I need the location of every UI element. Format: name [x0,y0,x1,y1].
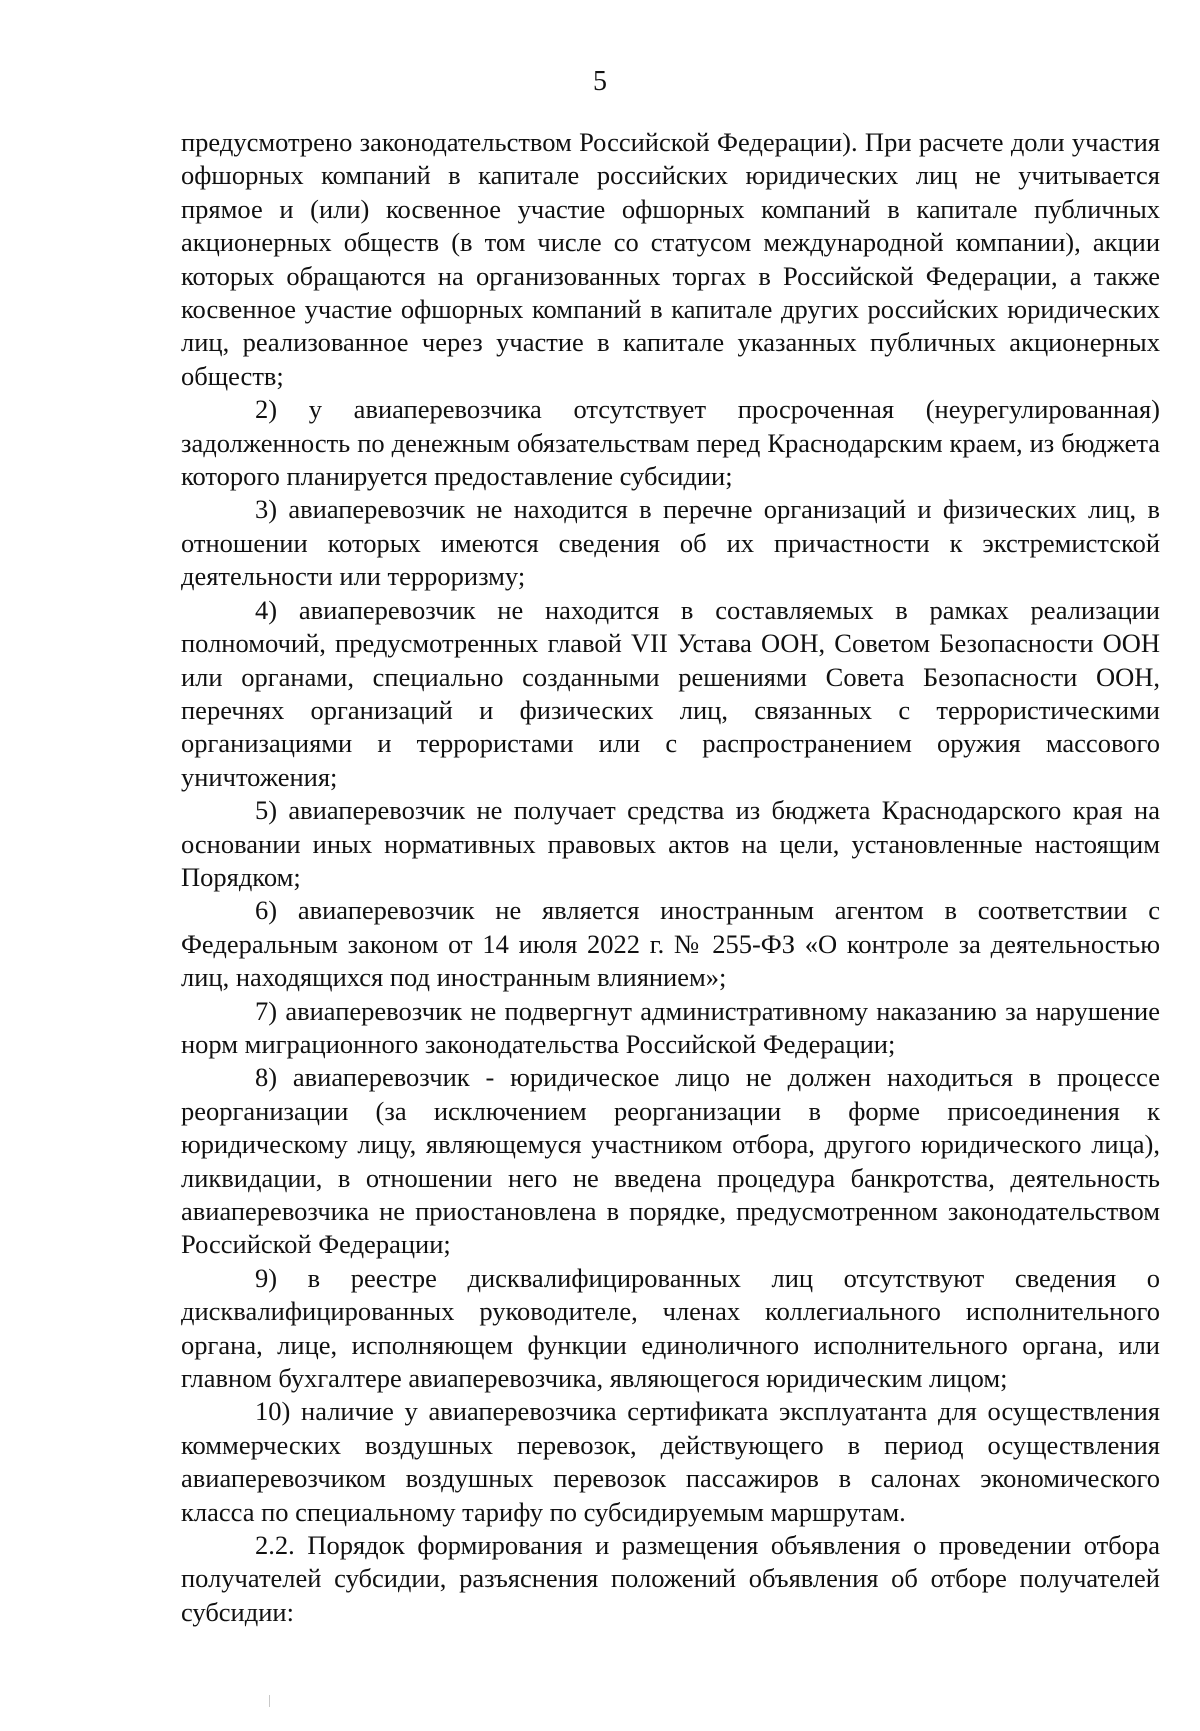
page-number: 5 [593,66,607,97]
paragraph-section-2-2: 2.2. Порядок формирования и размещения объявления о проведении отбора получателей субсидии, разъяснения положений объявления об отборе получателей субсидии: [181,1530,1160,1627]
paragraph-continuation: предусмотрено законодательством Российской Федерации). При расчете доли участия офшорных компаний в капитале российских юридических лиц не учитывается прямое и (или) косвенное участие офшорных компаний в капитале публичных акционерных обществ (в том числе со статусом международной компании), акции которых обращаются на организованных торгах в Российской Федерации, а также косвенное участие офшорных компаний в капитале других российских юридических лиц, реализованное через участие в капитале указанных публичных акционерных обществ; [181,127,1160,391]
paragraph-item-7: 7) авиаперевозчик не подвергнут административному наказанию за нарушение норм миграционного законодательства Российской Федерации; [181,995,1160,1059]
paragraph-item-8: 8) авиаперевозчик - юридическое лицо не должен находиться в процессе реорганизации (за исключением реорганизации в форме присоединения к юридическому лицу, являющемуся участником отбора, другого юридического лица), ликвидации, в отношении него не введена процедура банкротства, деятельность авиаперевозчика не приостановлена в порядке, предусмотренном законодательством Российской Федерации; [181,1062,1160,1260]
paragraph-item-5: 5) авиаперевозчик не получает средства из бюджета Краснодарского края на основании иных нормативных правовых актов на цели, установленные настоящим Порядком; [181,795,1160,892]
paragraph-item-3: 3) авиаперевозчик не находится в перечне организаций и физических лиц, в отношении которых имеются сведения об их причастности к экстремистской деятельности или терроризму; [181,494,1160,592]
paragraph-item-10: 10) наличие у авиаперевозчика сертификата эксплуатанта для осуществления коммерческих воздушных перевозок, действующего в период осуществления авиаперевозчиком воздушных перевозок пассажиров в салонах экономического класса по специальному тарифу по субсидируемым маршрутам. [181,1396,1160,1527]
scan-mark [269,1695,270,1707]
document-body [181,126,1160,1629]
paragraph-item-2: 2) у авиаперевозчика отсутствует просроченная (неурегулированная) задолженность по денежным обязательствам перед Краснодарским краем, из бюджета которого планируется предоставление субсидии; [181,394,1160,492]
paragraph-item-6: 6) авиаперевозчик не является иностранным агентом в соответствии с Федеральным законом от 14 июля 2022 г. № 255-ФЗ «О контроле за деятельностью лиц, находящихся под иностранным влиянием»; [181,895,1160,993]
paragraph-item-9: 9) в реестре дисквалифицированных лиц отсутствуют сведения о дисквалифицированных руководителе, членах коллегиального исполнительного органа, лице, исполняющем функции единоличного исполнительного органа, или главном бухгалтере авиаперевозчика, являющегося юридическим лицом; [181,1262,1160,1394]
paragraph-item-4: 4) авиаперевозчик не находится в составляемых в рамках реализации полномочий, предусмотренных главой VII Устава ООН, Советом Безопасности ООН или органами, специально созданными решениями Совета Безопасности ООН, перечнях организаций и физических лиц, связанных с террористическими организациями и террористами или с распространением оружия массового уничтожения; [181,594,1160,792]
